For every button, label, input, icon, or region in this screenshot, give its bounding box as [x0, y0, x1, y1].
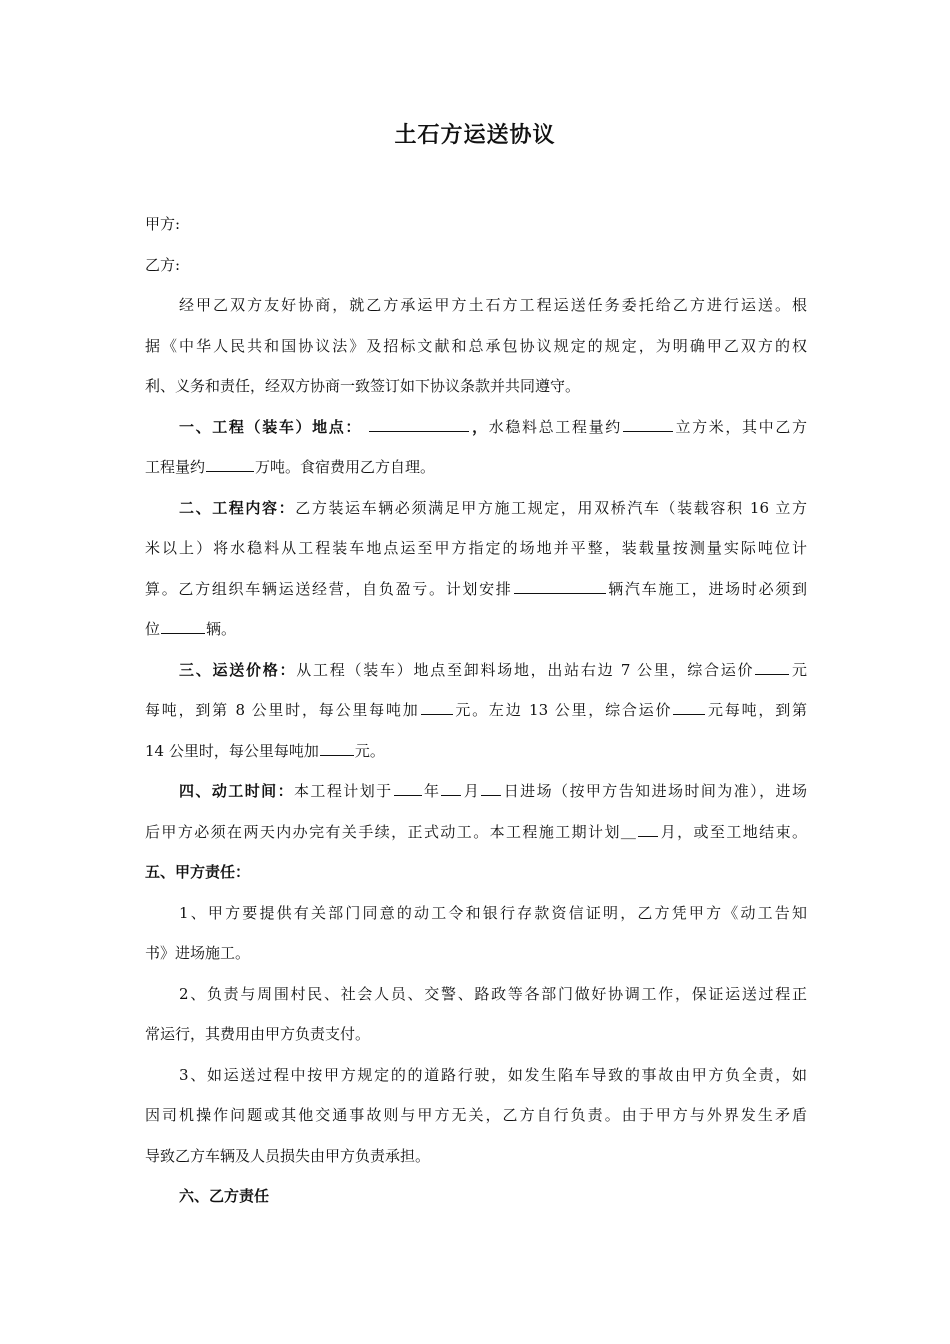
intro-line: 经甲乙双方友好协商，就乙方承运甲方土石方工程运送任务委托给乙方进行运送。根 — [179, 296, 807, 314]
text: 算。乙方组织车辆运送经营，自负盈亏。计划安排 — [145, 579, 513, 598]
section-5-item-line: 2、负责与周围村民、社会人员、交警、路政等各部门做好协调工作，保证运送过程正 — [179, 984, 807, 1003]
section-5-item-line: 导致乙方车辆及人员损失由甲方负责承担。 — [145, 1146, 431, 1165]
text: ， — [470, 417, 489, 436]
blank-field — [755, 673, 789, 675]
intro-line: 据《中华人民共和国协议法》及招标文献和总承包协议规定的规定，为明确甲乙双方的权 — [145, 336, 807, 355]
section-6-heading: 六、乙方责任 — [179, 1187, 270, 1205]
section-3-heading: 三、运送价格： — [179, 660, 297, 679]
text: 辆汽车施工，进场时必须到 — [606, 579, 807, 598]
text: 每吨，到第 8 公里时，每公里每吨加 — [145, 701, 420, 719]
blank-field — [369, 430, 469, 432]
text: 辆。 — [206, 620, 237, 638]
text: 立方米，其中乙方 — [673, 417, 807, 436]
section-5-item-line: 1、甲方要提供有关部门同意的动工令和银行存款资信证明，乙方凭甲方《动工告知 — [179, 903, 807, 922]
section-2-line: 米以上）将水稳料从工程装车地点运至甲方指定的场地并平整，装载量按测量实际吨位计 — [145, 539, 807, 557]
section-2-line — [145, 492, 807, 533]
text: 水稳料总工程量约 — [488, 417, 622, 436]
document-title: 土石方运送协议 — [394, 123, 556, 148]
text: 年 — [422, 782, 441, 800]
party-b-line: 乙方: — [145, 255, 181, 274]
blank-field — [421, 713, 453, 715]
blank-field — [514, 592, 606, 594]
section-3-line — [145, 694, 807, 735]
blank-field — [673, 713, 705, 715]
section-5-item-line: 书》进场施工。 — [145, 944, 251, 962]
section-4-heading: 四、动工时间： — [179, 782, 294, 800]
text: 月，或至工地结束。 — [659, 822, 807, 841]
text: 月 — [462, 782, 481, 800]
text: 乙方装运车辆必须满足甲方施工规定，用双桥汽车（装载容积 16 立方 — [295, 498, 807, 517]
text: 元每吨，到第 — [706, 701, 807, 719]
intro-line: 利、义务和责任，经双方协商一致签订如下协议条款并共同遵守。 — [145, 377, 581, 395]
section-2-line — [145, 613, 807, 654]
text: 后甲方必须在两天内办完有关手续，正式动工。本工程施工期计划＿ — [145, 822, 638, 841]
text: 位 — [145, 620, 161, 638]
blank-field — [206, 470, 254, 472]
blank-field — [320, 754, 354, 756]
section-5-item-line: 3、如运送过程中按甲方规定的的道路行驶，如发生陷车导致的事故由甲方负全责，如 — [179, 1065, 807, 1084]
section-2-line — [145, 573, 807, 614]
text: 元 — [790, 660, 807, 679]
section-3-line — [145, 735, 807, 776]
section-1-line — [145, 411, 807, 452]
blank-field — [441, 794, 461, 796]
blank-field — [394, 794, 422, 796]
blank-field — [481, 794, 501, 796]
blank-field — [623, 430, 673, 432]
text: 日进场（按甲方告知进场时间为准），进场 — [502, 782, 807, 800]
section-5-heading: 五、甲方责任： — [145, 863, 251, 881]
blank-field — [638, 835, 658, 837]
section-3-line — [145, 654, 807, 695]
text: 14 公里时，每公里每吨加 — [145, 741, 319, 760]
text: 从工程（装车）地点至卸料场地，出站右边 7 公里，综合运价 — [296, 660, 755, 679]
section-4-line — [145, 775, 807, 816]
section-1-heading: 一、工程（装车）地点： — [179, 417, 363, 436]
text: 工程量约 — [145, 458, 206, 476]
section-5-item-line: 常运行，其费用由甲方负责支付。 — [145, 1025, 371, 1043]
text: 元。左边 13 公里，综合运价 — [453, 701, 673, 719]
text: 本工程计划于 — [294, 782, 393, 800]
document-body — [145, 208, 807, 1221]
section-1-line — [145, 451, 807, 492]
text: 元。 — [354, 741, 385, 760]
party-a-line: 甲方: — [145, 215, 181, 233]
text: 万吨。食宿费用乙方自理。 — [255, 458, 436, 476]
blank-field — [161, 632, 205, 634]
section-2-heading: 二、工程内容： — [179, 498, 296, 517]
section-5-item-line: 因司机操作问题或其他交通事故则与甲方无关，乙方自行负责。由于甲方与外界发生矛盾 — [145, 1106, 807, 1124]
section-4-line — [145, 816, 807, 857]
